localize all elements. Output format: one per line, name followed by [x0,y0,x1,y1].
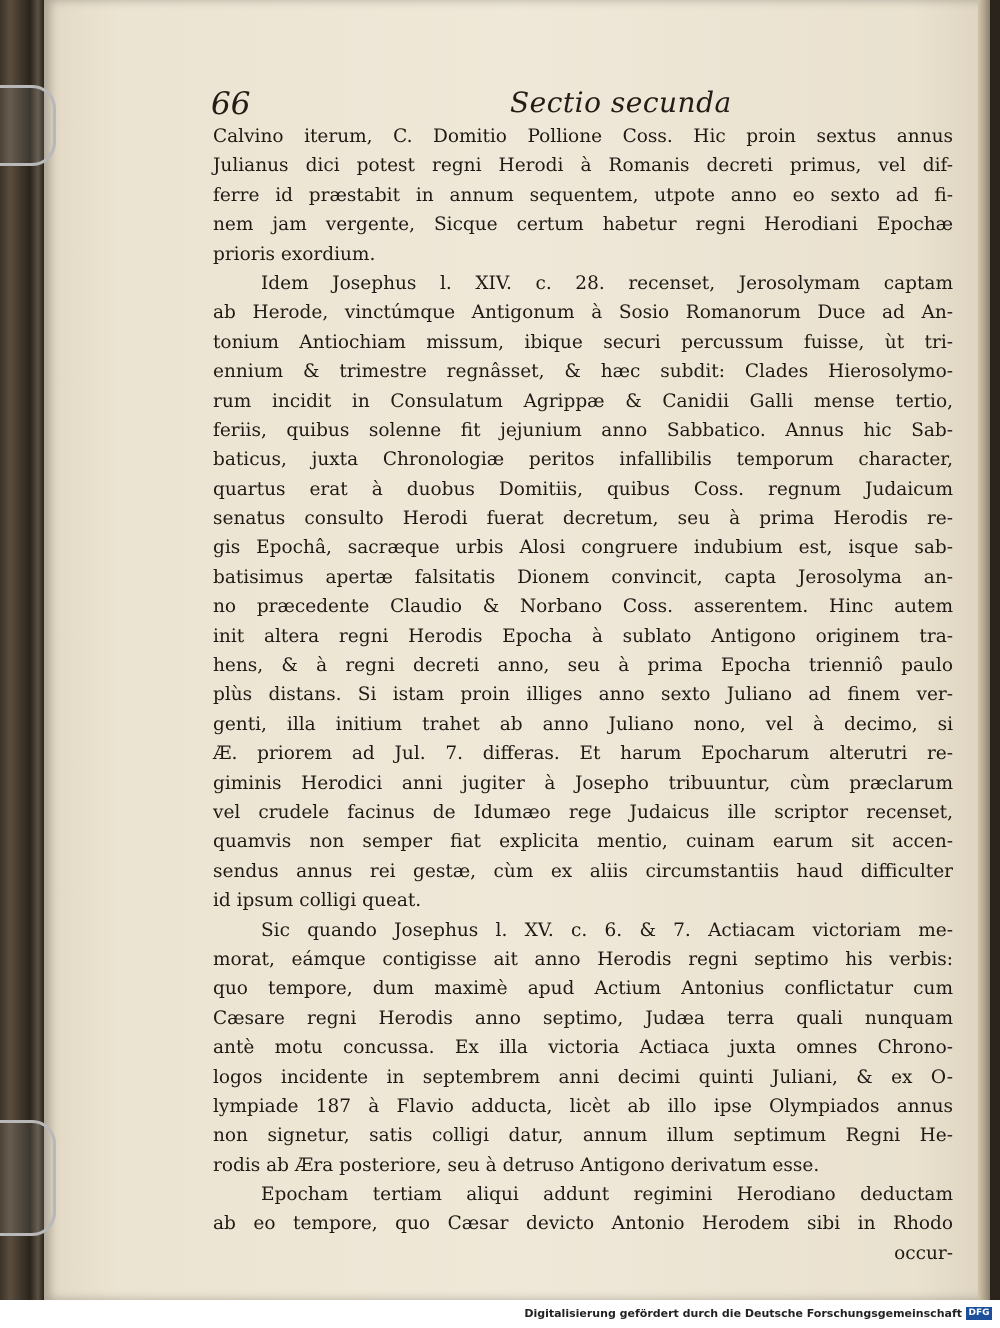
footer-bar [0,1300,1000,1328]
text-line: ferre id præstabit in annum sequentem, utpote anno eo sexto ad fi- [213,184,953,206]
text-line: baticus, juxta Chronologiæ peritos infallibilis temporum character, [213,449,953,471]
text-line: occur- [894,1242,953,1264]
text-line: vel crudele facinus de Idumæo rege Judaicus ille scriptor recenset, [213,801,953,823]
text-line: ab eo tempore, quo Cæsar devicto Antonio Herodem sibi in Rhodo [213,1213,953,1235]
text-line: prioris exordium. [213,243,376,265]
page-clip-top [0,85,56,166]
text-line: sendus annus rei gestæ, cùm ex aliis circumstantiis haud difficulter [213,860,953,882]
page-clip-bottom [0,1120,56,1236]
text-line: no præcedente Claudio & Norbano Coss. asserentem. Hinc autem [213,596,953,618]
text-line: Calvino iterum, C. Domitio Pollione Coss. Hic proin sextus annus [213,126,953,147]
text-line: genti, illa initium trahet ab anno Juliano nono, vel à decimo, si [213,713,953,735]
text-line: id ipsum colligi queat. [213,890,422,912]
text-line: quartus erat à duobus Domitiis, quibus Coss. regnum Judaicum [213,478,953,500]
text-line: nem jam vergente, Sicque certum habetur regni Herodiani Epochæ [213,214,953,236]
page-header [165,86,945,126]
text-line: lympiade 187 à Flavio adducta, licèt ab illo ipse Olympiados annus [213,1095,953,1117]
text-line: antè motu concussa. Ex illa victoria Actiaca juxta omnes Chrono- [213,1037,953,1059]
text-line: Cæsare regni Herodis anno septimo, Judæa terra quali nunquam [213,1007,953,1029]
text-line: Epocham tertiam aliqui addunt regimini Herodiano deductam [261,1184,953,1206]
digitization-credit: Digitalisierung gefördert durch die Deutsche Forschungsgemeinschaft [524,1307,962,1320]
text-line: non signetur, satis colligi datur, annum illum septimum Regni He- [213,1125,953,1147]
text-line: ennium & trimestre regnâsset, & hæc subdit: Clades Hierosolymo- [213,361,953,383]
text-line: rodis ab Æra posteriore, seu à detruso Antigono derivatum esse. [213,1154,820,1176]
page-number: 66 [211,86,251,122]
text-line: plùs distans. Si istam proin illiges anno sexto Juliano ad finem ver- [213,684,953,706]
text-line: feriis, quibus solenne fit jejunium anno Sabbatico. Annus hic Sab- [213,419,953,441]
text-line: tonium Antiochiam missum, ibique securi percussum fuisse, ùt tri- [213,331,953,353]
text-line: logos incidente in septembrem anni decimi quinti Juliani, & ex O- [213,1066,953,1088]
text-line: quamvis non semper fiat explicita mentio, cuinam earum sit accen- [213,831,953,853]
text-line: Sic quando Josephus l. XV. c. 6. & 7. Actiacam victoriam me- [261,919,953,941]
text-line: giminis Herodici anni jugiter à Josepho tribuuntur, cùm præclarum [213,772,953,794]
text-line: ab Herode, vinctúmque Antigonum à Sosio Romanorum Duce ad An- [213,302,953,324]
text-line: morat, eámque contigisse ait anno Herodis regni septimo his verbis: [213,948,953,970]
text-line: gis Epochâ, sacræque urbis Alosi congruere indubium est, isque sab- [213,537,953,559]
body-text [213,122,953,1268]
text-line: batisimus apertæ falsitatis Dionem convincit, capta Jerosolyma an- [213,566,953,588]
dfg-logo: DFG [966,1307,992,1320]
running-head: Sectio secunda [510,86,732,119]
text-line: Julianus dici potest regni Herodi à Romanis decreti primus, vel dif- [213,155,953,177]
text-line: Æ. priorem ad Jul. 7. differas. Et harum Epocharum alterutri re- [213,743,953,765]
text-line: init altera regni Herodis Epocha à sublato Antigono originem tra- [213,625,953,647]
text-line: Idem Josephus l. XIV. c. 28. recenset, Jerosolymam captam [261,272,953,294]
text-line: quo tempore, dum maximè apud Actium Antonius conflictatur cum [213,978,953,1000]
page-edge [978,0,990,1300]
text-line: senatus consulto Herodi fuerat decretum, seu à prima Herodis re- [213,508,953,530]
text-line: rum incidit in Consulatum Agrippæ & Canidii Galli mense tertio, [213,390,953,412]
text-line: hens, & à regni decreti anno, seu à prima Epocha trienniô paulo [213,655,953,677]
